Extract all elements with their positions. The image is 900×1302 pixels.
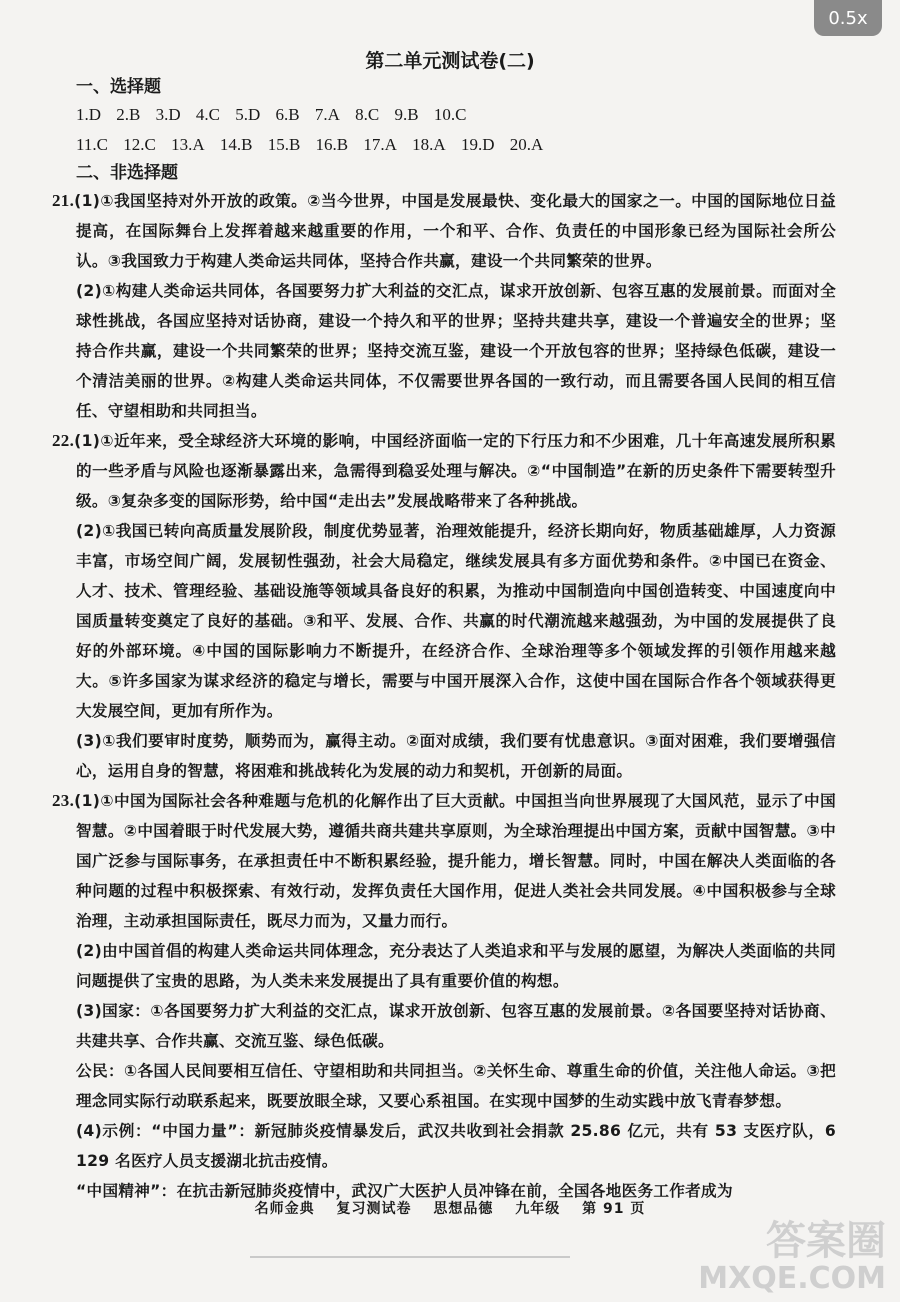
answer-item: 9.B: [394, 105, 419, 124]
answer-item: 2.B: [116, 105, 141, 124]
q22-part1: [52, 426, 836, 516]
page-footer: [0, 1198, 900, 1218]
question-number: 21.: [52, 191, 75, 210]
answer-text: (1)①近年来，受全球经济大环境的影响，中国经济面临一定的下行压力和不少困难，几十年高速发展所积累的一些矛盾与风险也逐渐暴露出来，急需得到稳妥处理与解决。②“中国制造”在新的历史条件下需要转型升级。③复杂多变的国际形势，给中国“走出去”发展战略带来了各种挑战。: [74, 432, 836, 510]
answer-item: 19.D: [460, 135, 495, 154]
watermark-line-2: MXQE.COM: [698, 1261, 886, 1296]
q21-part2: (2)①构建人类命运共同体，各国要努力扩大利益的交汇点，谋求开放创新、包容互惠的发展前景。而面对全球性挑战，各国应坚持对话协商，建设一个持久和平的世界；坚持共建共享，建设一个普遍安全的世界；坚持合作共赢，建设一个共同繁荣的世界；坚持交流互鉴，建设一个开放包容的世界；坚持绿色低碳，建设一个清洁美丽的世界。②构建人类命运共同体，不仅需要世界各国的一致行动，而且需要各国人民间的相互信任、守望相助和共同担当。: [76, 282, 836, 420]
q23-part2: (2)由中国首倡的构建人类命运共同体理念，充分表达了人类追求和平与发展的愿望，为解决人类面临的共同问题提供了宝贵的思路，为人类未来发展提出了具有重要价值的构想。: [76, 942, 836, 990]
zoom-level-badge[interactable]: 0.5x: [814, 0, 882, 36]
answer-item: 8.C: [355, 105, 380, 124]
footer-grade: 九年级: [515, 1201, 561, 1217]
answer-item: 17.A: [363, 135, 397, 154]
watermark-logo: [698, 1220, 886, 1296]
answer-item: 10.C: [433, 105, 467, 124]
footer-brand: 名师金典: [254, 1201, 315, 1217]
answer-item: 18.A: [412, 135, 446, 154]
answer-item: 1.D: [76, 105, 102, 124]
watermark-line-1: 答案圈: [766, 1218, 886, 1264]
question-number: 23.: [52, 791, 75, 810]
footer-subject: 思想品德: [433, 1201, 494, 1217]
footer-book: 复习测试卷: [336, 1201, 412, 1217]
answer-item: 12.C: [123, 135, 156, 154]
answer-item: 3.D: [155, 105, 181, 124]
section-heading-nonchoice: 二、非选择题: [76, 163, 178, 183]
q23-part3: (3)国家：①各国要努力扩大利益的交汇点，谋求开放创新、包容互惠的发展前景。②各国要坚持对话协商、共建共享、合作共赢、交流互鉴、绿色低碳。: [76, 1002, 836, 1050]
answer-item: 13.A: [171, 135, 205, 154]
answer-item: 7.A: [314, 105, 340, 124]
answer-item: 5.D: [235, 105, 261, 124]
section-heading-choice: 一、选择题: [76, 77, 161, 97]
page-title: 第二单元测试卷(二): [365, 50, 535, 72]
q21-part1: [52, 186, 836, 276]
answer-content: [52, 74, 836, 1206]
answer-text: (1)①中国为国际社会各种难题与危机的化解作出了巨大贡献。中国担当向世界展现了大国风范，显示了中国智慧。②中国着眼于时代发展大势，遵循共商共建共享原则，为全球治理提出中国方案，贡献中国智慧。③中国广泛参与国际事务，在承担责任中不断积累经验，提升能力，增长智慧。同时，中国在解决人类面临的各种问题的过程中积极探索、有效行动，发挥负责任大国作用，促进人类社会共同发展。④中国积极参与全球治理，主动承担国际责任，既尽力而为，又量力而行。: [74, 792, 836, 930]
q23-part3-citizen: 公民：①各国人民间要相互信任、守望相助和共同担当。②关怀生命、尊重生命的价值，关注他人命运。③把理念同实际行动联系起来，既要放眼全球，又要心系祖国。在实现中国梦的生动实践中放飞青春梦想。: [76, 1062, 836, 1110]
q22-part2: (2)①我国已转向高质量发展阶段，制度优势显著，治理效能提升，经济长期向好，物质基础雄厚，人力资源丰富，市场空间广阔，发展韧性强劲，社会大局稳定，继续发展具有多方面优势和条件。②中国已在资金、人才、技术、管理经验、基础设施等领域具备良好的积累，为推动中国制造向中国创造转变、中国速度向中国质量转变奠定了良好的基础。③和平、发展、合作、共赢的时代潮流越来越强劲，为中国的发展提供了良好的外部环境。④中国的国际影响力不断提升，在经济合作、全球治理等多个领域发挥的引领作用越来越大。⑤许多国家为谋求经济的稳定与增长，需要与中国开展深入合作，这使中国在国际合作各个领域获得更大发展空间，更加有所作为。: [76, 522, 836, 720]
footer-page-number: 第 91 页: [582, 1201, 646, 1217]
question-number: 22.: [52, 431, 75, 450]
answers-row-1: [76, 100, 836, 130]
answer-item: 4.C: [195, 105, 220, 124]
bottom-divider: [250, 1256, 570, 1258]
answers-row-2: [76, 130, 836, 160]
answer-item: 20.A: [509, 135, 544, 154]
answer-item: 14.B: [219, 135, 253, 154]
q23-part4-spirit: “中国精神”：在抗击新冠肺炎疫情中，武汉广大医护人员冲锋在前，全国各地医务工作者成为: [76, 1182, 733, 1200]
answer-item: 6.B: [275, 105, 300, 124]
q22-part3: (3)①我们要审时度势，顺势而为，赢得主动。②面对成绩，我们要有忧患意识。③面对困难，我们要增强信心，运用自身的智慧，将困难和挑战转化为发展的动力和契机，开创新的局面。: [76, 732, 836, 780]
q23-part1: [52, 786, 836, 936]
answer-text: (1)①我国坚持对外开放的政策。②当今世界，中国是发展最快、变化最大的国家之一。中国的国际地位日益提高，在国际舞台上发挥着越来越重要的作用，一个和平、合作、负责任的中国形象已经为国际社会所公认。③我国致力于构建人类命运共同体，坚持合作共赢，建设一个共同繁荣的世界。: [74, 192, 836, 270]
answer-item: 16.B: [315, 135, 349, 154]
answer-item: 15.B: [267, 135, 301, 154]
q23-part4: (4)示例：“中国力量”：新冠肺炎疫情暴发后，武汉共收到社会捐款 25.86 亿元，共有 53 支医疗队，6 129 名医疗人员支援湖北抗击疫情。: [76, 1122, 836, 1170]
answer-item: 11.C: [76, 135, 108, 154]
